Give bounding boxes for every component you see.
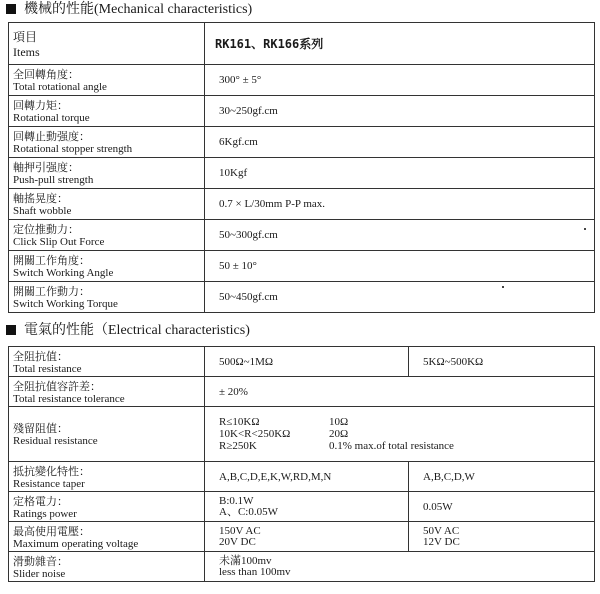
spec-label: 定位推動力： Click Slip Out Force <box>9 220 205 251</box>
table-row <box>9 220 595 251</box>
table-row <box>9 377 595 407</box>
spec-value: 50~300gf.cm <box>205 220 595 251</box>
spec-value: 0.05W <box>409 492 595 522</box>
mechanical-spec-table <box>8 22 595 313</box>
items-header-zh: 項目 <box>13 29 38 44</box>
spec-value: ± 20% <box>205 377 595 407</box>
spec-label: 開關工作角度： Switch Working Angle <box>9 251 205 282</box>
spec-label: 回轉止動强度： Rotational stopper strength <box>9 127 205 158</box>
spec-value: 300° ± 5° <box>205 65 595 96</box>
mechanical-section-title: 機械的性能(Mechanical characteristics) <box>6 2 252 18</box>
spec-label: 定格電力： Ratings power <box>9 492 205 522</box>
spec-value: 500Ω~1MΩ <box>205 347 409 377</box>
spec-value: 50~450gf.cm <box>205 282 595 313</box>
table-row <box>9 158 595 189</box>
spec-label: 最高使用電壓： Maximum operating voltage <box>9 522 205 552</box>
table-row <box>9 251 595 282</box>
table-row <box>9 189 595 220</box>
table-row <box>9 127 595 158</box>
electrical-spec-table <box>8 346 595 582</box>
table-row <box>9 347 595 377</box>
spec-value: 0.7 × L/30mm P-P max. <box>205 189 595 220</box>
bullet-square-icon <box>6 4 16 14</box>
stray-dot <box>502 286 504 288</box>
spec-label: 殘留阻值： Residual resistance <box>9 407 205 462</box>
spec-label: 抵抗變化特性： Resistance taper <box>9 462 205 492</box>
table-row <box>9 65 595 96</box>
stray-dot <box>584 228 586 230</box>
spec-label: 軸押引强度： Push-pull strength <box>9 158 205 189</box>
table-row <box>9 492 595 522</box>
spec-value: 6Kgf.cm <box>205 127 595 158</box>
spec-value: 30~250gf.cm <box>205 96 595 127</box>
spec-value: A,B,C,D,W <box>409 462 595 492</box>
spec-label: 全阻抗值： Total resistance <box>9 347 205 377</box>
items-header-cell <box>9 23 205 65</box>
spec-label: 軸搖晃度： Shaft wobble <box>9 189 205 220</box>
spec-value: 50V AC 12V DC <box>409 522 595 552</box>
table-row <box>9 462 595 492</box>
spec-label: 開關工作動力： Switch Working Torque <box>9 282 205 313</box>
spec-value: A,B,C,D,E,K,W,RD,M,N <box>205 462 409 492</box>
spec-value: 50 ± 10° <box>205 251 595 282</box>
items-header-en: Items <box>13 44 40 59</box>
electrical-section-title: 電氣的性能（Electrical characteristics) <box>6 323 250 339</box>
spec-value: B:0.1W A、C:0.05W <box>205 492 409 522</box>
table-row <box>9 96 595 127</box>
table-row <box>9 552 595 582</box>
series-header-cell: RK161、RK166系列 <box>205 23 595 65</box>
spec-value: 10Kgf <box>205 158 595 189</box>
table-row <box>9 282 595 313</box>
table-row <box>9 407 595 462</box>
spec-label: 滑動雜音： Slider noise <box>9 552 205 582</box>
mechanical-header-row <box>9 23 595 65</box>
table-row <box>9 522 595 552</box>
spec-label: 全阻抗值容許差： Total resistance tolerance <box>9 377 205 407</box>
spec-value: 150V AC 20V DC <box>205 522 409 552</box>
spec-value: 5KΩ~500KΩ <box>409 347 595 377</box>
spec-value: 未滿100mv less than 100mv <box>205 552 595 582</box>
spec-label: 回轉力矩： Rotational torque <box>9 96 205 127</box>
residual-values: R≤10KΩ 10Ω 10K<R<250KΩ 20Ω R≥250K 0.1% max.of total resistance <box>205 407 595 462</box>
bullet-square-icon <box>6 325 16 335</box>
spec-label: 全回轉角度： Total rotational angle <box>9 65 205 96</box>
